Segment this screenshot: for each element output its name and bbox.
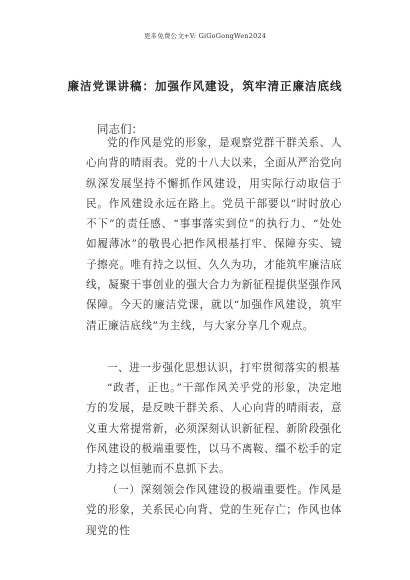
greeting: 同志们： <box>97 122 143 136</box>
paragraph-subsection-1: （一）深刻领会作风建设的极端重要性。作风是党的形象，关系民心向背、党的生死存亡；作风也体现党的性 <box>86 484 342 537</box>
paragraph-section-1: “政者，正也。”干部作风关乎党的形象，决定地方的发展，是反映干群关系、人心向背的晴雨表，意义重大常提常新，必须深刻认识新征程、新阶段强化作风建设的极端重要性，以马不离鞍、缰不松手的定力持之以恒驰而不息抓下去。 <box>86 382 342 476</box>
paragraph-intro: 党的作风是党的形象，是观察党群干群关系、人心向背的晴雨表。党的十八大以来，全面从严治党向纵深发展坚持不懈抓作风建设，用实际行动取信于民。作风建设永远在路上。党员干部要以“时时放心不下”的责任感、“事事落实到位”的执行力、“处处如履薄冰”的敬畏心把作风根基打牢、保障夯实、镜子擦亮。唯有持之以恒、久久为功，才能筑牢廉洁底线，凝聚干事创业的强大合力为新征程提供坚强作风保障。今天的廉洁党课，就以“加强作风建设，筑牢清正廉洁底线”为主线，与大家分享几个观点。 <box>86 137 342 332</box>
document-title: 廉洁党课讲稿：加强作风建设，筑牢清正廉洁底线 <box>67 79 343 93</box>
section-heading-1: 一、进一步强化思想认识，打牢贯彻落实的根基 <box>107 362 340 374</box>
header-note: 更多免费公文+V: GiGoGongWen2024 <box>143 32 267 40</box>
